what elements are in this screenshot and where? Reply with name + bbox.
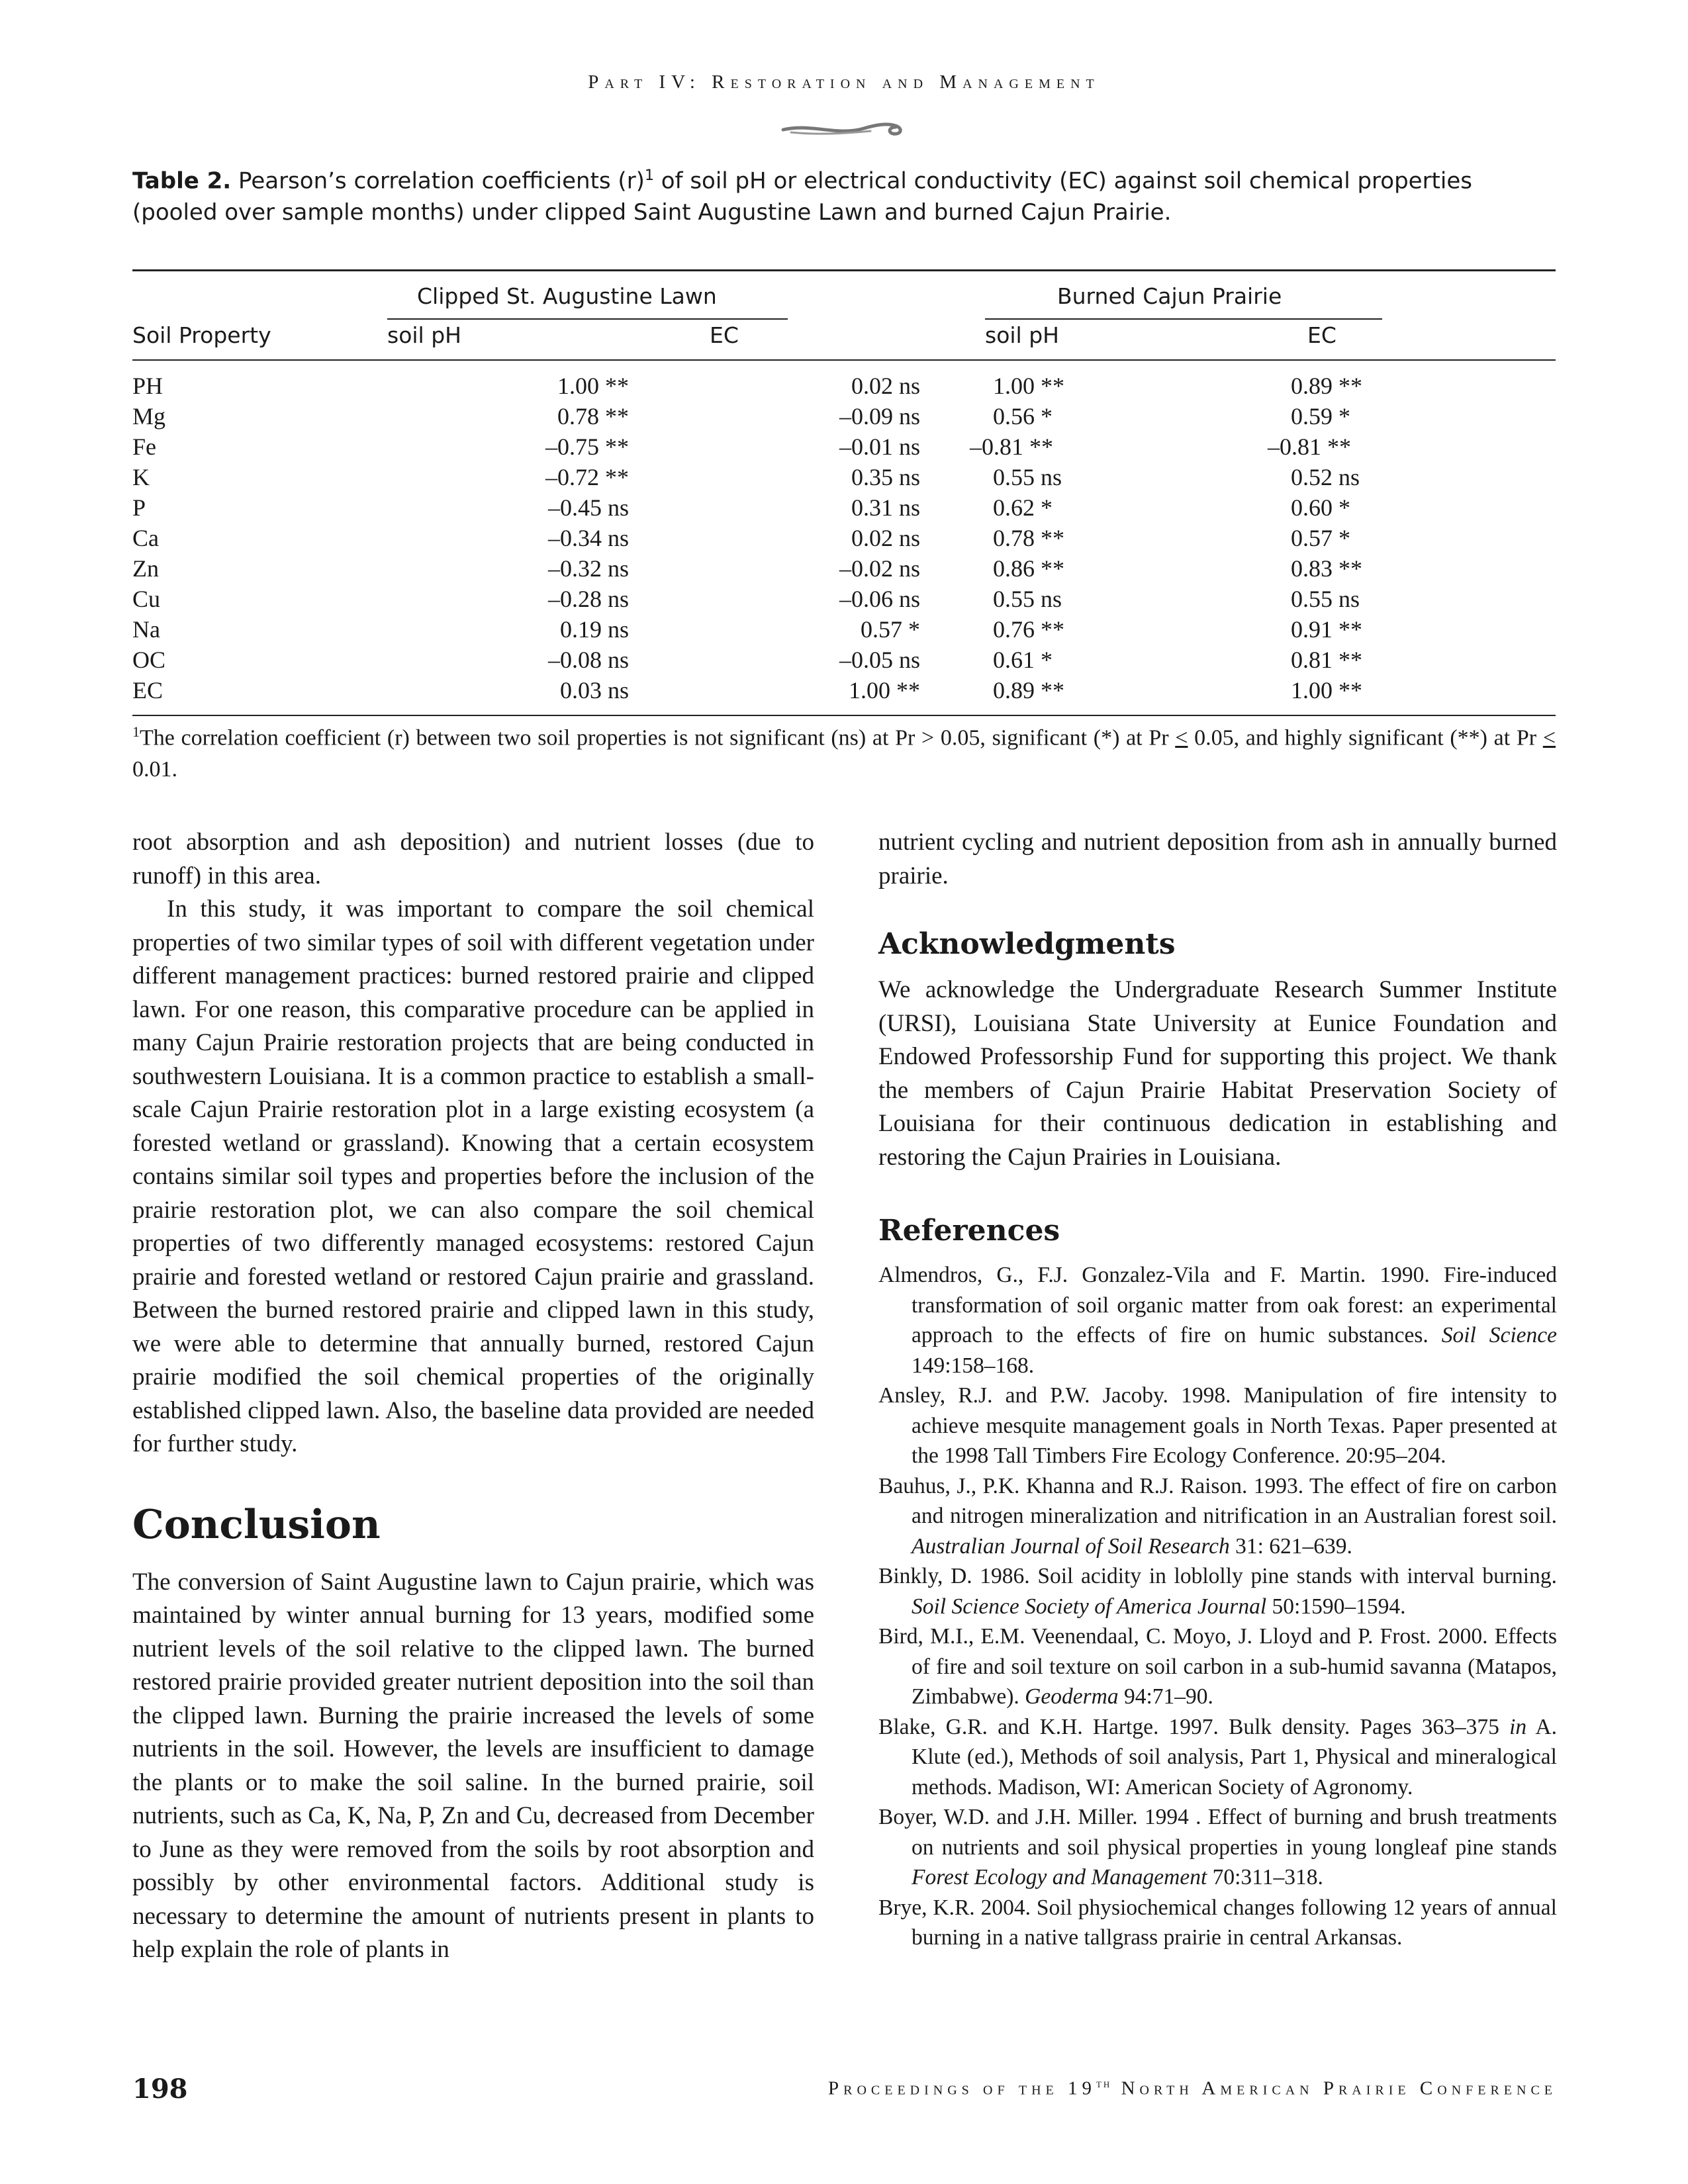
table-row bbox=[132, 463, 1556, 494]
table-row bbox=[132, 585, 1556, 615]
table-caption-label: Table 2. bbox=[132, 167, 232, 195]
cell-prairie-ph: 0.56 * bbox=[993, 403, 1053, 430]
table-header-prairie-ph: soil pH bbox=[985, 322, 1059, 348]
table-caption-footnote-mark: 1 bbox=[644, 167, 654, 184]
cell-lawn-ec: –0.01 ns bbox=[839, 433, 920, 460]
cell-lawn-ph: –0.72 ** bbox=[545, 464, 629, 490]
table-header-rule bbox=[132, 359, 1556, 361]
acknowledgments-heading: Acknowledgments bbox=[878, 927, 1176, 961]
cell-prairie-ph: 0.78 ** bbox=[993, 525, 1064, 551]
cell-lawn-ec: –0.05 ns bbox=[839, 647, 920, 673]
cell-prairie-ec: 0.91 ** bbox=[1291, 616, 1362, 643]
table-row bbox=[132, 433, 1556, 463]
table-caption bbox=[132, 160, 1556, 228]
cell-property: Mg bbox=[132, 403, 166, 430]
cell-lawn-ec: –0.06 ns bbox=[839, 586, 920, 612]
reference-entry: Almendros, G., F.J. Gonzalez-Vila and F. Martin. 1990. Fire-induced transformation of soil organic matter from oak forest: an experimental approach to the effects of fire on humic substances. Soil Science 149:158–168. bbox=[878, 1263, 1557, 1378]
table-group-lawn-header: Clipped St. Augustine Lawn bbox=[417, 283, 717, 309]
table-row bbox=[132, 676, 1556, 707]
table-header-lawn-ec: EC bbox=[710, 322, 739, 348]
cell-property: Fe bbox=[132, 433, 156, 460]
table-header-lawn-ph: soil pH bbox=[387, 322, 461, 348]
acknowledgments-paragraph: We acknowledge the Undergraduate Research Summer Institute (URSI), Louisiana State University at Eunice Foundation and Endowed Professorship Fund for supporting this project. We thank the members of Cajun Prairie Habitat Preservation Society of Louisiana for their continuous dedication in establishing and restoring the Cajun Prairies in Louisiana. bbox=[878, 976, 1557, 1171]
cell-lawn-ec: –0.09 ns bbox=[839, 403, 920, 430]
page-number: 198 bbox=[132, 2073, 188, 2105]
left-column bbox=[132, 826, 814, 1967]
running-header: Part IV: Restoration and Management bbox=[588, 71, 1100, 93]
cell-lawn-ec: 0.02 ns bbox=[851, 373, 920, 399]
less-equal-symbol: < bbox=[1542, 725, 1556, 751]
reference-entry: Binkly, D. 1986. Soil acidity in loblolly pine stands with interval burning. Soil Science Society of America Journal 50:1590–1594. bbox=[878, 1564, 1557, 1619]
table-caption-text-cont: of soil pH or electrical conductivity (EC) against soil chemical properties (pooled over sample months) under clipped Saint Augustine Lawn and burned Cajun Prairie. bbox=[132, 167, 1472, 226]
cell-lawn-ph: –0.34 ns bbox=[547, 525, 629, 551]
conclusion-paragraph: The conversion of Saint Augustine lawn to Cajun prairie, which was maintained by winter annual burning for 13 years, modified some nutrient levels of the soil relative to the clipped lawn. The burned restored prairie provided greater nutrient deposition into the soil than the clipped lawn. Burning the prairie increased the levels of some nutrients in the soil. However, the levels are insufficient to damage the plants or to make the soil saline. In the burned prairie, soil nutrients, such as Ca, K, Na, P, Zn and Cu, decreased from December to June as they were removed from the soils by root absorption and possibly by other environmental factors. Additional study is necessary to determine the amount of nutrients present in plants to help explain the role of plants in bbox=[132, 1568, 814, 1963]
table-row bbox=[132, 615, 1556, 646]
reference-entry: Ansley, R.J. and P.W. Jacoby. 1998. Manipulation of fire intensity to achieve mesquite management goals in North Texas. Paper presented at the 1998 Tall Timbers Fire Ecology Conference. 20:95–204. bbox=[878, 1383, 1557, 1468]
table-body bbox=[132, 372, 1556, 707]
cell-prairie-ec: –0.81 ** bbox=[1268, 433, 1351, 460]
references-heading: References bbox=[878, 1214, 1060, 1248]
cell-prairie-ec: 0.59 * bbox=[1291, 403, 1350, 430]
cell-property: P bbox=[132, 494, 146, 521]
cell-lawn-ph: 0.78 ** bbox=[557, 403, 629, 430]
cell-property: K bbox=[132, 464, 150, 490]
cell-prairie-ph: –0.81 ** bbox=[970, 433, 1053, 460]
cell-prairie-ec: 1.00 ** bbox=[1291, 677, 1362, 704]
cell-property: EC bbox=[132, 677, 164, 704]
cell-lawn-ph: –0.75 ** bbox=[545, 433, 629, 460]
cell-lawn-ec: 0.57 * bbox=[861, 616, 920, 643]
cell-lawn-ph: –0.45 ns bbox=[547, 494, 629, 521]
cell-prairie-ph: 0.61 * bbox=[993, 647, 1053, 673]
cell-prairie-ec: 0.55 ns bbox=[1291, 586, 1360, 612]
table-row bbox=[132, 372, 1556, 402]
table-row bbox=[132, 524, 1556, 555]
cell-property: Ca bbox=[132, 525, 159, 551]
cell-lawn-ec: 1.00 ** bbox=[849, 677, 920, 704]
cell-prairie-ph: 0.62 * bbox=[993, 494, 1053, 521]
table-footnote-mark: 1 bbox=[132, 723, 140, 740]
cell-lawn-ph: 1.00 ** bbox=[557, 373, 629, 399]
table-header-prairie-ec: EC bbox=[1307, 322, 1336, 348]
conclusion-heading: Conclusion bbox=[132, 1501, 381, 1548]
reference-entry: Boyer, W.D. and J.H. Miller. 1994 . Effect of burning and brush treatments on nutrients and soil physical properties in young longleaf pine stands Forest Ecology and Management 70:311–318. bbox=[878, 1805, 1557, 1889]
table-top-rule bbox=[132, 269, 1556, 271]
table-footnote-text-end: 0.01. bbox=[132, 757, 177, 782]
cell-property: PH bbox=[132, 373, 164, 399]
table-row bbox=[132, 555, 1556, 585]
cell-property: Na bbox=[132, 616, 160, 643]
cell-prairie-ec: 0.81 ** bbox=[1291, 647, 1362, 673]
body-paragraph: root absorption and ash deposition) and nutrient losses (due to runoff) in this area. bbox=[132, 829, 814, 889]
table-row bbox=[132, 402, 1556, 433]
cell-lawn-ph: 0.19 ns bbox=[559, 616, 629, 643]
cell-prairie-ec: 0.89 ** bbox=[1291, 373, 1362, 399]
cell-property: OC bbox=[132, 647, 166, 673]
table-footnote-text: The correlation coefficient (r) between two soil properties is not significant (ns) at Pr > 0.05, significant (*) at Pr bbox=[140, 725, 1176, 751]
cell-lawn-ec: 0.31 ns bbox=[851, 494, 920, 521]
table-row bbox=[132, 494, 1556, 524]
cell-prairie-ec: 0.83 ** bbox=[1291, 555, 1362, 582]
body-paragraph: nutrient cycling and nutrient deposition from ash in annually burned prairie. bbox=[878, 829, 1557, 889]
cell-property: Zn bbox=[132, 555, 159, 582]
cell-prairie-ec: 0.60 * bbox=[1291, 494, 1350, 521]
reference-entry: Blake, G.R. and K.H. Hartge. 1997. Bulk density. Pages 363–375 in A. Klute (ed.), Methods of soil analysis, Part 1, Physical and mineralogical methods. Madison, WI: American Society of Agronomy. bbox=[878, 1714, 1557, 1799]
cell-lawn-ph: –0.28 ns bbox=[547, 586, 629, 612]
cell-prairie-ph: 0.86 ** bbox=[993, 555, 1064, 582]
cell-prairie-ec: 0.57 * bbox=[1291, 525, 1350, 551]
reference-entry: Brye, K.R. 2004. Soil physiochemical changes following 12 years of annual burning in a native tallgrass prairie in central Arkansas. bbox=[878, 1895, 1557, 1950]
table-group-lawn-rule bbox=[387, 318, 788, 320]
cell-property: Cu bbox=[132, 586, 161, 612]
body-paragraph: In this study, it was important to compare the soil chemical properties of two similar types of soil with different vegetation under different management practices: burned restored prairie and clipped lawn. For one reason, this comparative procedure can be applied in many Cajun Prairie restoration projects that are being conducted in southwestern Louisiana. It is a common practice to establish a small-scale Cajun Prairie restoration plot in a large existing ecosystem (a forested wetland or grassland). Knowing that a certain ecosystem contains similar soil types and properties before the inclusion of the prairie restoration plot, we can also compare the soil chemical properties of two differently managed ecosystems: restored Cajun prairie and forested wetland or restored Cajun prairie and grassland. Between the burned restored prairie and clipped lawn in this study, we were able to determine that annually burned, restored Cajun prairie modified the soil chemical properties of the originally established clipped lawn. Also, the baseline data provided are needed for further study. bbox=[132, 895, 814, 1457]
running-footer: Proceedings of the 19th North American Prairie Conference bbox=[827, 2077, 1557, 2099]
cell-prairie-ph: 0.55 ns bbox=[993, 586, 1062, 612]
reference-entry: Bird, M.I., E.M. Veenendaal, C. Moyo, J. Lloyd and P. Frost. 2000. Effects of fire and soil texture on soil carbon in a sub-humid savanna (Matapos, Zimbabwe). Geoderma 94:71–90. bbox=[878, 1624, 1557, 1709]
decorative-flourish-icon bbox=[778, 116, 910, 140]
table-caption-text: Pearson’s correlation coefficients (r) bbox=[231, 167, 645, 195]
table-header-soil-property: Soil Property bbox=[132, 322, 271, 348]
table-group-prairie-header: Burned Cajun Prairie bbox=[1057, 283, 1282, 309]
cell-prairie-ph: 0.76 ** bbox=[993, 616, 1064, 643]
cell-lawn-ec: 0.35 ns bbox=[851, 464, 920, 490]
cell-lawn-ph: –0.08 ns bbox=[547, 647, 629, 673]
reference-list bbox=[878, 1260, 1557, 1953]
cell-lawn-ph: –0.32 ns bbox=[547, 555, 629, 582]
less-equal-symbol: < bbox=[1175, 725, 1188, 751]
table-row bbox=[132, 646, 1556, 676]
cell-prairie-ph: 0.55 ns bbox=[993, 464, 1062, 490]
cell-lawn-ph: 0.03 ns bbox=[559, 677, 629, 704]
table-group-prairie-rule bbox=[985, 318, 1382, 320]
cell-prairie-ph: 0.89 ** bbox=[993, 677, 1064, 704]
cell-prairie-ph: 1.00 ** bbox=[993, 373, 1064, 399]
table-footnote-text-cont: 0.05, and highly significant (**) at Pr bbox=[1188, 725, 1543, 751]
reference-entry: Bauhus, J., P.K. Khanna and R.J. Raison. 1993. The effect of fire on carbon and nitrogen mineralization and nitrification in an Australian forest soil. Australian Journal of Soil Research 31: 621–639. bbox=[878, 1473, 1557, 1559]
table-footnote bbox=[132, 716, 1556, 786]
right-column bbox=[878, 826, 1557, 1953]
cell-prairie-ec: 0.52 ns bbox=[1291, 464, 1360, 490]
cell-lawn-ec: –0.02 ns bbox=[839, 555, 920, 582]
cell-lawn-ec: 0.02 ns bbox=[851, 525, 920, 551]
